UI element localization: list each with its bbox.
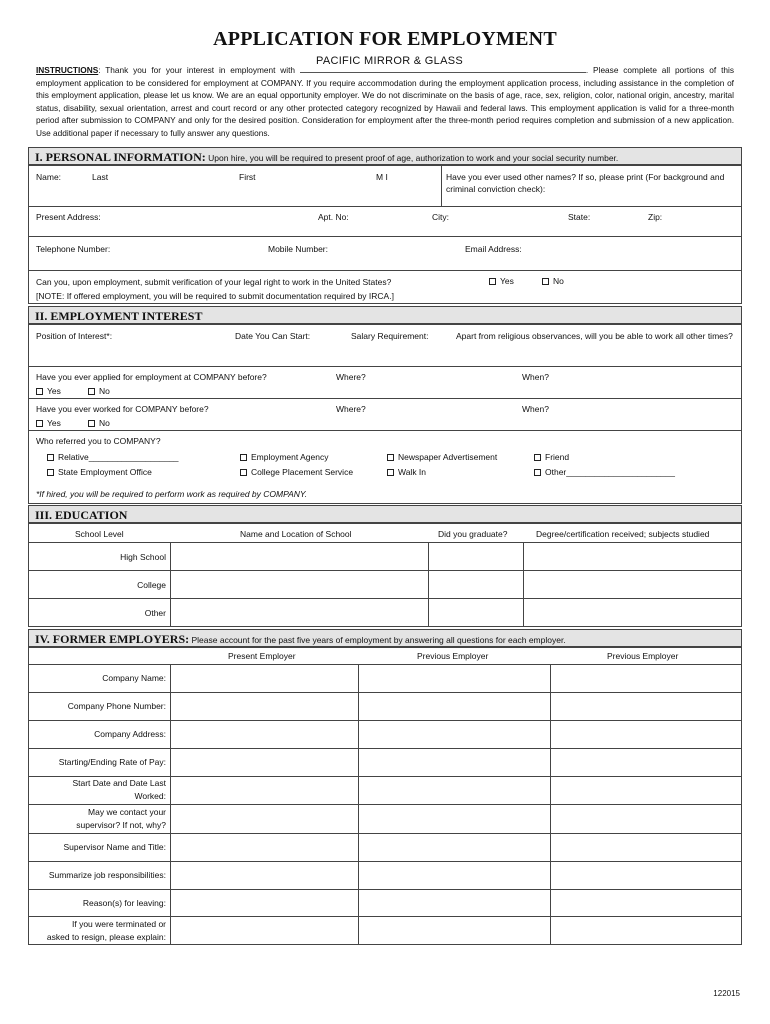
instructions-label: INSTRUCTIONS (36, 65, 99, 75)
employer-col-previous-1: Previous Employer (417, 651, 489, 661)
checkbox[interactable] (88, 420, 95, 427)
divider (28, 398, 742, 399)
checkbox[interactable] (36, 420, 43, 427)
referral-college-option[interactable] (240, 467, 353, 477)
page-title: APPLICATION FOR EMPLOYMENT (213, 28, 557, 50)
employer-row-label: May we contact your (88, 806, 166, 817)
instructions-text: . Please complete all portions of this employment application to be considered for employment at COMPANY. If you require accommodation during the employment application process, including assistance in the completion of this employment application, please let us know. We are an equal opportunity employer. We do not discriminate on the basis of age, race, sex, religion, color, national origin, ancestry, marital status, disability, sexual orientation, arrest and court record or any other protected category recognized by Hawaii and federal laws. This employment application is valid for a three-month period after submission to COMPANY and only for the desired position. Consideration for employment after the three-month period requires completion and submission of a new application. Use additional paper if necessary to fully answer any questions. (36, 65, 734, 138)
divider (28, 542, 742, 543)
divider (28, 833, 742, 834)
employer-row-label: Company Name: (102, 673, 166, 683)
applied-no-option[interactable] (88, 386, 110, 396)
first-name-label: First (239, 172, 256, 182)
yes-label: Yes (500, 276, 514, 286)
work-verification-question: Can you, upon employment, submit verification of your legal right to work in the United States? (36, 277, 392, 287)
no-label: No (553, 276, 564, 286)
zip-label: Zip: (648, 212, 663, 222)
option-label: Employment Agency (251, 452, 329, 462)
employer-row-label: Company Address: (94, 729, 166, 739)
checkbox[interactable] (240, 454, 247, 461)
salary-label: Salary Requirement: (351, 331, 429, 341)
option-label: Friend (545, 452, 570, 462)
education-row-other: Other (144, 608, 166, 618)
option-label: Newspaper Advertisement (398, 452, 498, 462)
divider (28, 804, 742, 805)
divider (28, 861, 742, 862)
option-label: Relative___________________ (58, 452, 179, 462)
verify-no-option[interactable] (542, 276, 564, 286)
company-name-field[interactable]: PACIFIC MIRROR & GLASS (316, 55, 463, 67)
divider (28, 916, 742, 917)
option-label: State Employment Office (58, 467, 152, 477)
divider (28, 570, 742, 571)
divider (441, 165, 442, 206)
referral-state-office-option[interactable] (47, 467, 152, 477)
employer-row-label: Start Date and Date Last (72, 778, 166, 788)
checkbox[interactable] (240, 469, 247, 476)
last-name-label: Last (92, 172, 109, 182)
divider (28, 206, 742, 207)
education-col-graduated: Did you graduate? (438, 529, 508, 539)
divider (28, 366, 742, 367)
education-col-school-level: School Level (75, 529, 124, 539)
worked-before-question: Have you ever worked for COMPANY before? (36, 404, 209, 414)
divider (28, 430, 742, 431)
referral-friend-option[interactable] (534, 452, 569, 462)
position-label: Position of Interest*: (36, 331, 113, 341)
applied-before-question: Have you ever applied for employment at COMPANY before? (36, 372, 267, 382)
present-address-label: Present Address: (36, 212, 101, 222)
option-label: Walk In (398, 467, 427, 477)
checkbox[interactable] (88, 388, 95, 395)
worked-when-label: When? (522, 404, 549, 414)
education-col-school-name: Name and Location of School (240, 529, 352, 539)
no-label: No (99, 418, 110, 428)
divider (28, 598, 742, 599)
divider (170, 542, 171, 627)
section-education-title: III. EDUCATION (35, 508, 128, 522)
divider (28, 270, 742, 271)
referral-relative-option[interactable] (47, 452, 179, 462)
divider (28, 692, 742, 693)
employer-row-label: Reason(s) for leaving: (82, 897, 166, 908)
employer-col-previous-2: Previous Employer (607, 651, 679, 661)
worked-yes-option[interactable] (36, 418, 61, 428)
irca-note: [NOTE: If offered employment, you will be required to submit documentation required by IRCA.] (36, 291, 394, 301)
employment-interest-box (28, 324, 742, 504)
section-personal-subtitle: Upon hire, you will be required to present proof of age, authorization to work and your social security number. (205, 153, 619, 163)
other-names-label: Have you ever used other names? If so, please print (For background and criminal conviction check): (446, 172, 725, 194)
yes-label: Yes (47, 418, 61, 428)
education-col-degree: Degree/certification received; subjects studied (536, 529, 710, 539)
section-education-header (28, 505, 742, 523)
checkbox[interactable] (387, 469, 394, 476)
worked-no-option[interactable] (88, 418, 110, 428)
applied-when-label: When? (522, 372, 549, 382)
middle-initial-label: M I (376, 172, 388, 182)
checkbox[interactable] (47, 469, 54, 476)
divider (428, 542, 429, 627)
checkbox[interactable] (542, 278, 549, 285)
employer-row-label: Starting/Ending Rate of Pay: (58, 757, 166, 767)
divider (28, 236, 742, 237)
section-employers-subtitle: Please account for the past five years of employment by answering all questions for each employer. (189, 635, 566, 645)
employer-row-label: Company Phone Number: (67, 701, 166, 711)
section-employers-header (28, 629, 742, 647)
checkbox[interactable] (47, 454, 54, 461)
instructions (36, 64, 734, 140)
section-interest-header (28, 306, 742, 324)
apt-no-label: Apt. No: (318, 212, 349, 222)
yes-label: Yes (47, 386, 61, 396)
mobile-label: Mobile Number: (268, 244, 328, 254)
option-label: College Placement Service (251, 467, 354, 477)
employer-row-label: Supervisor Name and Title: (63, 842, 166, 852)
city-label: City: (432, 212, 449, 222)
checkbox[interactable] (489, 278, 496, 285)
employer-row-label: If you were terminated or (71, 918, 166, 929)
hire-note: *If hired, you will be required to perform work as required by COMPANY. (36, 489, 308, 499)
state-label: State: (568, 212, 591, 222)
section-interest-title: II. EMPLOYMENT INTEREST (35, 309, 203, 323)
referral-other-option[interactable] (534, 467, 675, 477)
instructions-intro: : Thank you for your interest in employment with (98, 65, 300, 75)
form-code: 122015 (713, 989, 740, 998)
checkbox[interactable] (534, 454, 541, 461)
name-label: Name: (36, 172, 62, 182)
referral-agency-option[interactable] (240, 452, 328, 462)
section-personal-title: I. PERSONAL INFORMATION: (35, 150, 206, 164)
employer-row-label-line2: asked to resign, please explain: (46, 931, 166, 942)
checkbox[interactable] (534, 469, 541, 476)
divider (523, 542, 524, 627)
start-date-label: Date You Can Start: (235, 331, 311, 341)
employer-row-label-line2: supervisor? If not, why? (76, 819, 166, 830)
applied-where-label: Where? (336, 372, 366, 382)
employer-col-present: Present Employer (228, 651, 296, 661)
education-row-high-school: High School (120, 552, 166, 562)
divider (28, 664, 742, 665)
divider (28, 776, 742, 777)
option-label: Other_______________________ (545, 467, 675, 477)
no-label: No (99, 386, 110, 396)
education-row-college: College (137, 580, 166, 590)
applied-yes-option[interactable] (36, 386, 61, 396)
employer-row-label: Summarize job responsibilities: (48, 870, 166, 880)
company-name-line (300, 65, 586, 73)
referral-newspaper-option[interactable] (387, 452, 497, 462)
divider (28, 748, 742, 749)
email-label: Email Address: (465, 244, 522, 254)
referral-question: Who referred you to COMPANY? (36, 436, 161, 446)
worked-where-label: Where? (336, 404, 366, 414)
employer-row-label-line2: Worked: (134, 791, 166, 801)
verify-yes-option[interactable] (489, 276, 514, 286)
checkbox[interactable] (387, 454, 394, 461)
section-personal-header (28, 147, 742, 165)
divider (28, 720, 742, 721)
referral-walkin-option[interactable] (387, 467, 426, 477)
religious-question: Apart from religious observances, will you be able to work all other times? (456, 331, 733, 341)
divider (28, 889, 742, 890)
telephone-label: Telephone Number: (36, 244, 111, 254)
section-employers-title: IV. FORMER EMPLOYERS: (35, 632, 190, 646)
checkbox[interactable] (36, 388, 43, 395)
